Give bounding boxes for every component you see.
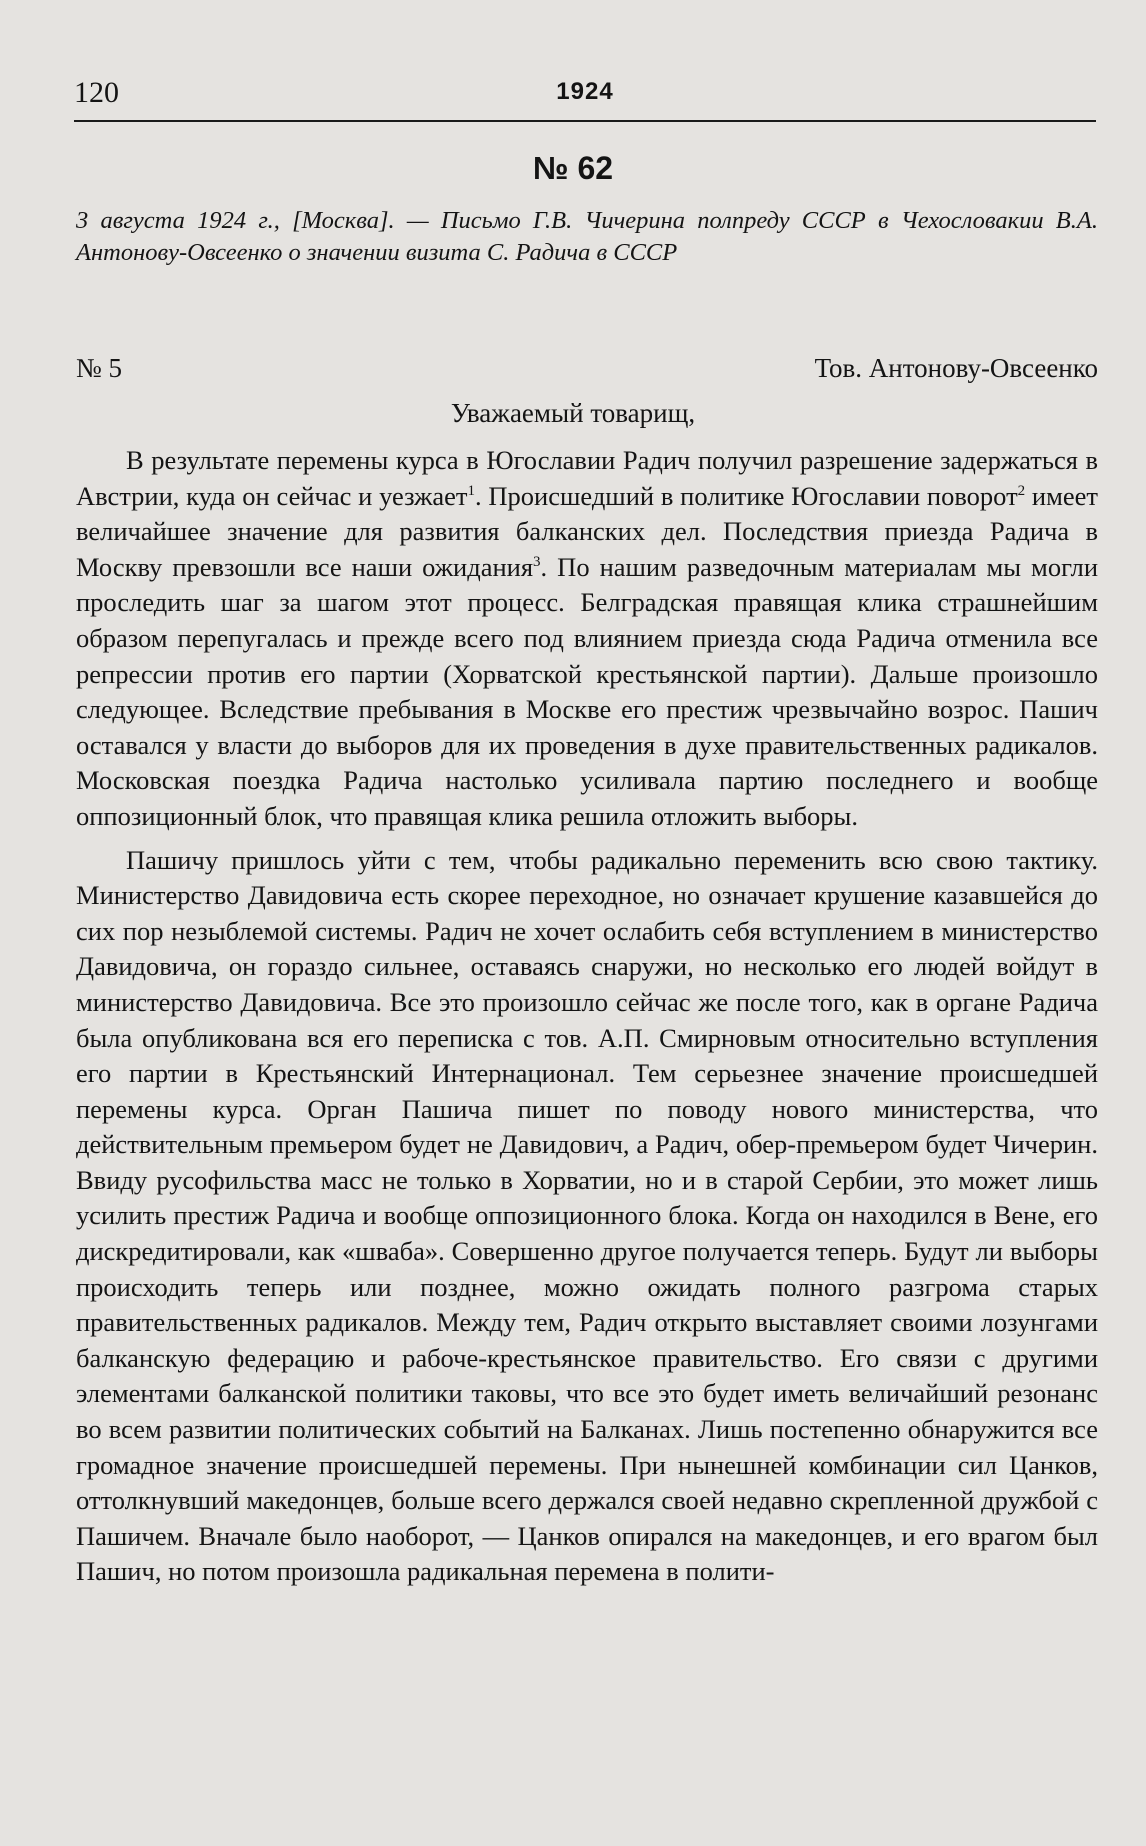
paragraph-1: В результате перемены курса в Югославии Радич получил разрешение задержаться в Австрии, куда он сейчас и уезжает$^1$. Происшедший в политике Югославии поворот$^2$ имеет величайшее значение для развития балканских дел. Последствия приезда Радича в Москву превзошли все наши ожидания$^3$. По нашим разведочным материалам мы могли проследить шаг за шагом этот процесс. Белградская правящая клика страшнейшим образом перепугалась и прежде всего под влиянием приезда сюда Радича отменила все репрессии против его партии (Хорватской крестьянской партии). Дальше произошло следующее. Вследствие пребывания в Москве его престиж чрезвычайно возрос. Пашич оставался у власти до выборов для их проведения в духе правительственных радикалов. Московская поездка Радича настолько усиливала партию последнего и вообще оппозиционный блок, что правящая клика решила отложить выборы. bbox=[76, 445, 1099, 831]
page-number: 120 bbox=[74, 76, 119, 109]
greeting: Уважаемый товарищ, bbox=[450, 398, 696, 428]
letter-body bbox=[76, 443, 1098, 1590]
page-header bbox=[74, 76, 1096, 122]
paragraph-2: Пашичу пришлось уйти с тем, чтобы радикально переменить всю свою тактику. Министерство Давидовича есть скорее переходное, но означает крушение казавшейся до сих пор незыблемой системы. Радич не хочет ослабить себя вступлением в министерство Давидовича, он гораздо сильнее, оставаясь снаружи, но несколько его людей войдут в министерство Давидовича. Все это произошло сейчас же после того, как в органе Радича была опубликована вся его переписка с тов. А.П. Смирновым относительно вступления его партии в Крестьянский Интернационал. Тем серьезнее значение происшедшей перемены курса. Орган Пашича пишет по поводу нового министерства, что действительным премьером будет не Давидович, а Радич, обер-премьером будет Чичерин. Ввиду русофильства масс не только в Хорватии, но и в старой Сербии, это может лишь усилить престиж Радича и вообще оппозиционного блока. Когда он находился в Вене, его дискредитировали, как «шваба». Совершенно другое получается теперь. Будут ли выборы происходить теперь или позднее, можно ожидать полного разгрома старых правительственных радикалов. Между тем, Радич открыто выставляет своими лозунгами балканскую федерацию и рабоче-крестьянское правительство. Его связи с другими элементами балканской политики таковы, что все это будет иметь величайший резонанс во всем развитии политических событий на Балканах. Лишь постепенно обнаружится все громадное значение происшедшей перемены. При нынешней комбинации сил Цанков, оттолкнувший македонцев, больше всего держался своей недавно скрепленной дружбой с Пашичем. Вначале было наоборот, — Цанков опирался на македонцев, и его врагом был Пашич, но потом произошла радикальная перемена в полити- bbox=[76, 844, 1098, 1587]
footnote-ref-3: 3 bbox=[533, 553, 541, 570]
letter-number: № 5 bbox=[76, 353, 123, 383]
document-title: 3 августа 1924 г., [Москва]. — Письмо Г.В. Чичерина полпреду СССР в Чехословакии В.А. Антонову-Овсеенко о значении визита С. Радича в СССР bbox=[76, 207, 1098, 266]
footnote-ref-2: 2 bbox=[1017, 482, 1026, 499]
addressee: Тов. Антонову-Овсеенко bbox=[814, 353, 1098, 383]
document-number: № 62 bbox=[532, 150, 614, 186]
running-header-year: 1924 bbox=[556, 78, 614, 105]
footnote-ref-1: 1 bbox=[467, 482, 476, 499]
